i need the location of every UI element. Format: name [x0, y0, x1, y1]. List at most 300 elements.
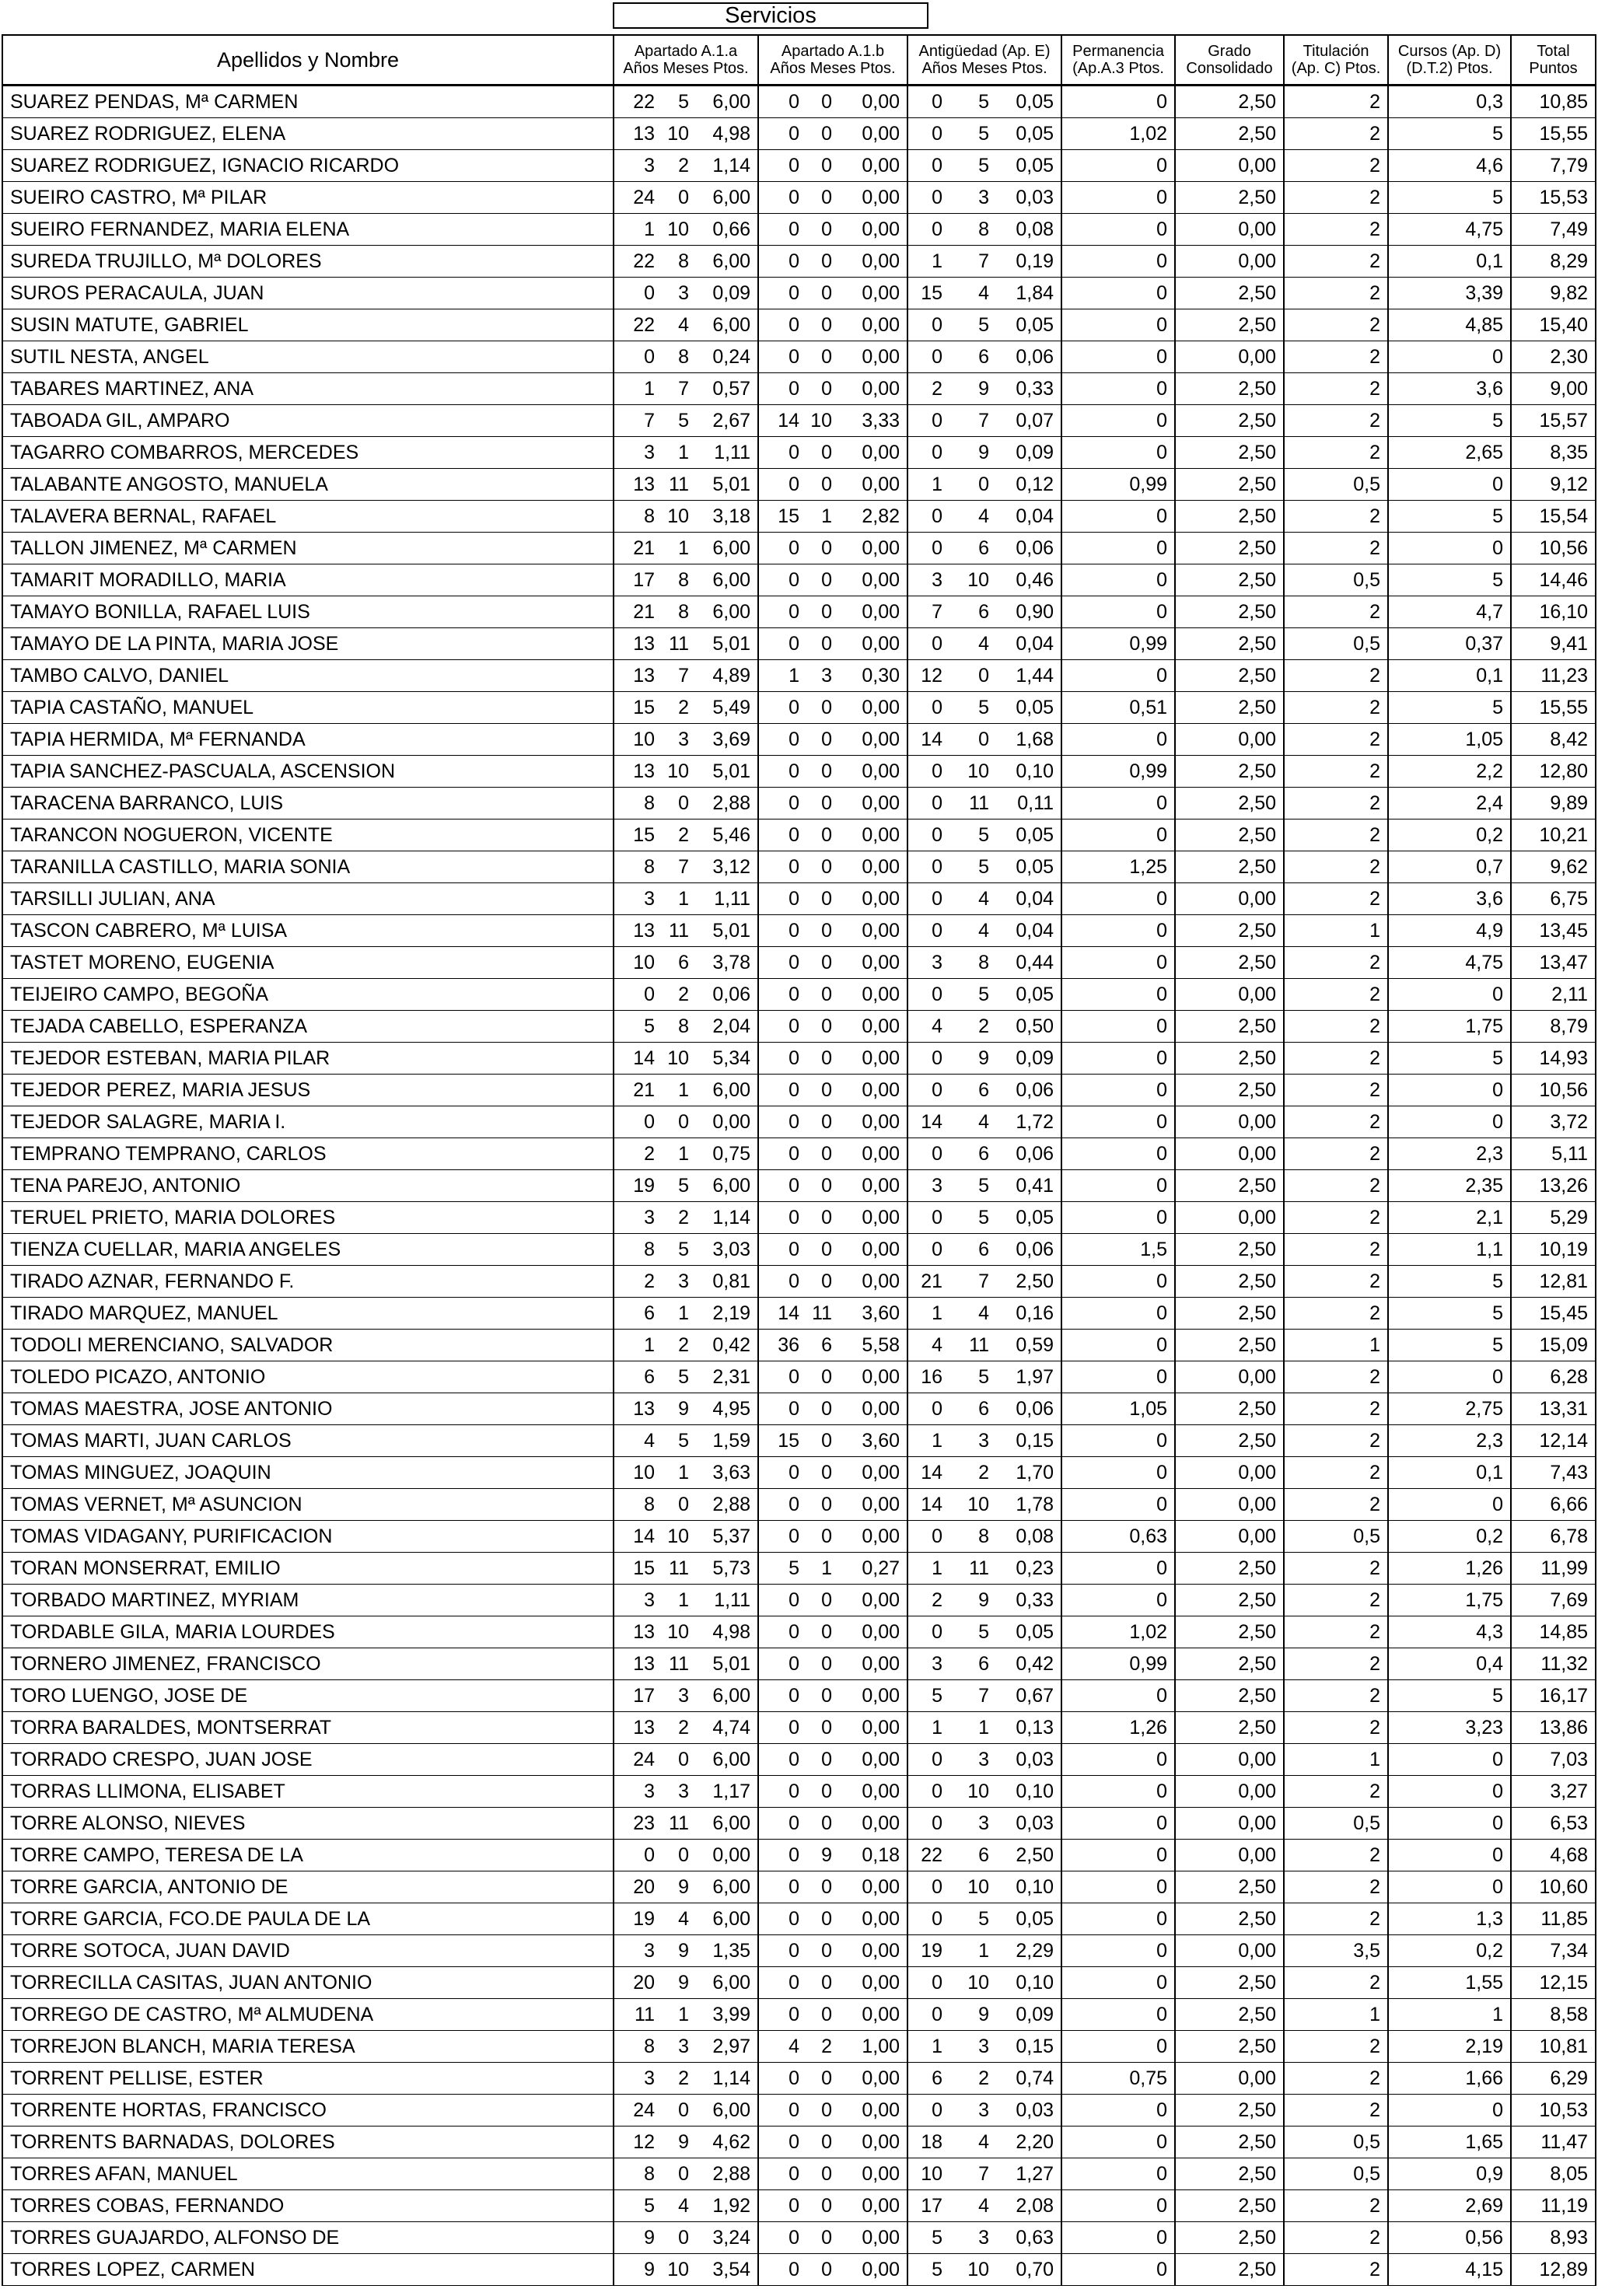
- table-row: [2, 2190, 1596, 2222]
- cell-permanencia: 0: [1061, 214, 1175, 246]
- cell-cursos: 0: [1388, 1744, 1511, 1776]
- table-row: [2, 820, 1596, 851]
- cell-ant-points: 0,05: [996, 86, 1061, 118]
- cell-ant-points: 0,05: [996, 851, 1061, 883]
- cell-total: 10,85: [1511, 86, 1596, 118]
- table-row: [2, 1202, 1596, 1234]
- cell-a1a-months: 4: [662, 1903, 696, 1935]
- cell-a1b-months: 0: [806, 979, 839, 1011]
- cell-permanencia: 1,05: [1061, 1393, 1175, 1425]
- cell-a1b-years: 0: [758, 1648, 806, 1680]
- cell-name: TEJEDOR ESTEBAN, MARIA PILAR: [2, 1043, 614, 1075]
- cell-cursos: 0,2: [1388, 820, 1511, 851]
- cell-total: 14,85: [1511, 1616, 1596, 1648]
- cell-ant-years: 0: [907, 1776, 949, 1808]
- cell-a1b-months: 2: [806, 2031, 839, 2063]
- cell-a1b-months: 0: [806, 2222, 839, 2254]
- cell-ant-months: 5: [949, 118, 996, 150]
- cell-a1a-months: 3: [662, 724, 696, 756]
- cell-a1b-years: 0: [758, 1744, 806, 1776]
- cell-ant-points: 1,78: [996, 1489, 1061, 1521]
- cell-ant-points: 0,06: [996, 1234, 1061, 1266]
- cell-cursos: 2,75: [1388, 1393, 1511, 1425]
- table-row: [2, 2222, 1596, 2254]
- table-row: [2, 596, 1596, 628]
- cell-total: 13,26: [1511, 1170, 1596, 1202]
- cell-a1a-months: 10: [662, 756, 696, 788]
- cell-ant-months: 6: [949, 1393, 996, 1425]
- table-row: [2, 1935, 1596, 1967]
- cell-a1b-months: 0: [806, 1967, 839, 1999]
- cell-ant-points: 0,90: [996, 596, 1061, 628]
- cell-ant-points: 0,06: [996, 341, 1061, 373]
- cell-name: TORRE GARCIA, ANTONIO DE: [2, 1871, 614, 1903]
- cell-ant-years: 0: [907, 309, 949, 341]
- cell-total: 15,55: [1511, 692, 1596, 724]
- scores-table: [2, 34, 1596, 2286]
- cell-a1a-points: 2,88: [696, 1489, 758, 1521]
- cell-ant-months: 9: [949, 1043, 996, 1075]
- cell-titulacion: 0,5: [1284, 628, 1388, 660]
- cell-name: TOMAS MINGUEZ, JOAQUIN: [2, 1457, 614, 1489]
- cell-a1a-points: 0,42: [696, 1330, 758, 1361]
- cell-titulacion: 2: [1284, 2095, 1388, 2127]
- cell-permanencia: 0: [1061, 1744, 1175, 1776]
- cell-name: TERUEL PRIETO, MARIA DOLORES: [2, 1202, 614, 1234]
- cell-a1b-months: 9: [806, 1840, 839, 1871]
- cell-permanencia: 0,99: [1061, 756, 1175, 788]
- cell-name: TIRADO MARQUEZ, MANUEL: [2, 1298, 614, 1330]
- cell-total: 11,32: [1511, 1648, 1596, 1680]
- cell-name: TORRES GUAJARDO, ALFONSO DE: [2, 2222, 614, 2254]
- cell-grado: 2,50: [1175, 1903, 1284, 1935]
- cell-cursos: 0: [1388, 1075, 1511, 1106]
- cell-a1b-months: 0: [806, 150, 839, 182]
- table-row: [2, 1648, 1596, 1680]
- cell-total: 9,89: [1511, 788, 1596, 820]
- cell-a1b-points: 0,00: [839, 1967, 907, 1999]
- cell-a1a-years: 20: [614, 1871, 662, 1903]
- cell-a1b-months: 0: [806, 1935, 839, 1967]
- cell-ant-points: 0,12: [996, 469, 1061, 501]
- cell-titulacion: 2: [1284, 2063, 1388, 2095]
- cell-a1a-points: 4,98: [696, 118, 758, 150]
- cell-a1a-years: 0: [614, 278, 662, 309]
- cell-ant-points: 0,50: [996, 1011, 1061, 1043]
- cell-a1b-months: 0: [806, 2127, 839, 2158]
- cell-a1a-years: 13: [614, 1616, 662, 1648]
- cell-name: TEJADA CABELLO, ESPERANZA: [2, 1011, 614, 1043]
- cell-a1a-points: 2,88: [696, 788, 758, 820]
- cell-ant-months: 6: [949, 1840, 996, 1871]
- cell-ant-years: 4: [907, 1011, 949, 1043]
- cell-a1a-points: 3,78: [696, 947, 758, 979]
- cell-total: 3,27: [1511, 1776, 1596, 1808]
- cell-a1b-years: 0: [758, 118, 806, 150]
- cell-titulacion: 2: [1284, 1903, 1388, 1935]
- table-row: [2, 214, 1596, 246]
- cell-name: TALAVERA BERNAL, RAFAEL: [2, 501, 614, 533]
- cell-titulacion: 1: [1284, 1999, 1388, 2031]
- cell-a1a-points: 4,74: [696, 1712, 758, 1744]
- cell-ant-years: 0: [907, 437, 949, 469]
- cell-a1b-points: 0,00: [839, 979, 907, 1011]
- cell-name: TORDABLE GILA, MARIA LOURDES: [2, 1616, 614, 1648]
- cell-name: TORREJON BLANCH, MARIA TERESA: [2, 2031, 614, 2063]
- cell-name: TEMPRANO TEMPRANO, CARLOS: [2, 1138, 614, 1170]
- cell-a1b-points: 5,58: [839, 1330, 907, 1361]
- cell-titulacion: 2: [1284, 182, 1388, 214]
- cell-a1a-years: 1: [614, 373, 662, 405]
- cell-grado: 2,50: [1175, 1585, 1284, 1616]
- cell-cursos: 5: [1388, 1266, 1511, 1298]
- cell-titulacion: 2: [1284, 150, 1388, 182]
- cell-grado: 2,50: [1175, 533, 1284, 564]
- cell-a1a-months: 11: [662, 1648, 696, 1680]
- cell-total: 11,23: [1511, 660, 1596, 692]
- cell-grado: 0,00: [1175, 1489, 1284, 1521]
- cell-name: TORREGO DE CASTRO, Mª ALMUDENA: [2, 1999, 614, 2031]
- cell-a1b-months: 0: [806, 1266, 839, 1298]
- cell-a1b-years: 0: [758, 2254, 806, 2286]
- cell-permanencia: 0: [1061, 1871, 1175, 1903]
- cell-grado: 2,50: [1175, 596, 1284, 628]
- cell-ant-points: 0,05: [996, 1202, 1061, 1234]
- cell-ant-years: 0: [907, 86, 949, 118]
- cell-titulacion: 2: [1284, 947, 1388, 979]
- cell-a1a-months: 7: [662, 851, 696, 883]
- cell-grado: 2,50: [1175, 405, 1284, 437]
- cell-ant-years: 17: [907, 2190, 949, 2222]
- cell-a1b-months: 10: [806, 405, 839, 437]
- cell-total: 16,17: [1511, 1680, 1596, 1712]
- cell-titulacion: 1: [1284, 1744, 1388, 1776]
- cell-cursos: 1,55: [1388, 1967, 1511, 1999]
- table-row: [2, 1138, 1596, 1170]
- cell-a1a-points: 5,34: [696, 1043, 758, 1075]
- cell-ant-years: 0: [907, 788, 949, 820]
- cell-ant-points: 0,05: [996, 118, 1061, 150]
- cell-a1a-years: 13: [614, 756, 662, 788]
- cell-a1b-points: 0,00: [839, 1138, 907, 1170]
- cell-cursos: 0: [1388, 1106, 1511, 1138]
- cell-total: 12,14: [1511, 1425, 1596, 1457]
- cell-name: TORBADO MARTINEZ, MYRIAM: [2, 1585, 614, 1616]
- cell-cursos: 3,6: [1388, 373, 1511, 405]
- cell-a1a-years: 24: [614, 2095, 662, 2127]
- cell-ant-years: 15: [907, 278, 949, 309]
- table-row: [2, 756, 1596, 788]
- cell-ant-points: 0,08: [996, 214, 1061, 246]
- cell-a1b-years: 0: [758, 341, 806, 373]
- cell-ant-months: 3: [949, 2222, 996, 2254]
- cell-cursos: 3,23: [1388, 1712, 1511, 1744]
- cell-name: TAMAYO DE LA PINTA, MARIA JOSE: [2, 628, 614, 660]
- cell-a1a-points: 6,00: [696, 1967, 758, 1999]
- table-row: [2, 2095, 1596, 2127]
- cell-a1b-years: 0: [758, 309, 806, 341]
- cell-grado: 2,50: [1175, 1393, 1284, 1425]
- cell-a1b-years: 0: [758, 1999, 806, 2031]
- cell-a1a-months: 1: [662, 533, 696, 564]
- cell-ant-points: 0,03: [996, 1744, 1061, 1776]
- cell-a1b-years: 0: [758, 373, 806, 405]
- cell-ant-points: 0,10: [996, 1871, 1061, 1903]
- cell-a1b-months: 0: [806, 1585, 839, 1616]
- cell-a1a-points: 3,12: [696, 851, 758, 883]
- cell-a1a-points: 0,81: [696, 1266, 758, 1298]
- cell-a1a-years: 8: [614, 2031, 662, 2063]
- cell-cursos: 5: [1388, 692, 1511, 724]
- cell-permanencia: 0: [1061, 1043, 1175, 1075]
- table-row: [2, 2031, 1596, 2063]
- cell-a1a-years: 0: [614, 341, 662, 373]
- cell-ant-years: 0: [907, 1616, 949, 1648]
- table-row: [2, 118, 1596, 150]
- cell-grado: 0,00: [1175, 1840, 1284, 1871]
- cell-ant-years: 14: [907, 1489, 949, 1521]
- cell-a1b-years: 15: [758, 1425, 806, 1457]
- cell-ant-points: 0,09: [996, 1043, 1061, 1075]
- cell-titulacion: 2: [1284, 1138, 1388, 1170]
- cell-a1b-years: 0: [758, 979, 806, 1011]
- cell-a1b-months: 0: [806, 756, 839, 788]
- cell-titulacion: 1: [1284, 1330, 1388, 1361]
- cell-ant-points: 0,03: [996, 182, 1061, 214]
- cell-cursos: 0: [1388, 1840, 1511, 1871]
- cell-ant-points: 0,15: [996, 2031, 1061, 2063]
- cell-name: SUREDA TRUJILLO, Mª DOLORES: [2, 246, 614, 278]
- cell-ant-months: 10: [949, 1967, 996, 1999]
- cell-a1a-years: 22: [614, 86, 662, 118]
- table-row: [2, 2254, 1596, 2286]
- cell-ant-months: 0: [949, 469, 996, 501]
- cell-total: 15,57: [1511, 405, 1596, 437]
- cell-grado: 0,00: [1175, 724, 1284, 756]
- cell-titulacion: 2: [1284, 724, 1388, 756]
- cell-titulacion: 2: [1284, 373, 1388, 405]
- cell-a1a-years: 19: [614, 1170, 662, 1202]
- cell-permanencia: 0: [1061, 1361, 1175, 1393]
- cell-name: SUAREZ PENDAS, Mª CARMEN: [2, 86, 614, 118]
- cell-ant-points: 0,05: [996, 1903, 1061, 1935]
- cell-a1b-years: 0: [758, 469, 806, 501]
- cell-a1a-points: 6,00: [696, 1903, 758, 1935]
- cell-a1a-years: 10: [614, 1457, 662, 1489]
- cell-a1b-points: 0,30: [839, 660, 907, 692]
- cell-ant-years: 0: [907, 1903, 949, 1935]
- cell-titulacion: 2: [1284, 118, 1388, 150]
- cell-grado: 2,50: [1175, 947, 1284, 979]
- cell-a1a-points: 0,06: [696, 979, 758, 1011]
- cell-ant-points: 0,10: [996, 756, 1061, 788]
- cell-a1b-points: 0,00: [839, 278, 907, 309]
- cell-a1b-years: 14: [758, 405, 806, 437]
- cell-cursos: 0,2: [1388, 1521, 1511, 1553]
- cell-ant-points: 0,08: [996, 1521, 1061, 1553]
- cell-a1a-years: 10: [614, 724, 662, 756]
- cell-permanencia: 0: [1061, 2031, 1175, 2063]
- cell-a1a-months: 1: [662, 1138, 696, 1170]
- cell-ant-points: 2,50: [996, 1266, 1061, 1298]
- cell-ant-months: 5: [949, 1202, 996, 1234]
- cell-name: TORRADO CRESPO, JUAN JOSE: [2, 1744, 614, 1776]
- cell-ant-months: 6: [949, 1075, 996, 1106]
- cell-a1b-years: 4: [758, 2031, 806, 2063]
- cell-grado: 2,50: [1175, 1871, 1284, 1903]
- cell-grado: 2,50: [1175, 2222, 1284, 2254]
- cell-a1b-months: 0: [806, 2254, 839, 2286]
- cell-ant-points: 0,09: [996, 437, 1061, 469]
- cell-ant-points: 0,44: [996, 947, 1061, 979]
- cell-titulacion: 2: [1284, 1361, 1388, 1393]
- cell-titulacion: 0,5: [1284, 1808, 1388, 1840]
- cell-grado: 2,50: [1175, 788, 1284, 820]
- header-cursos: Cursos (Ap. D) (D.T.2) Ptos.: [1388, 35, 1511, 86]
- cell-a1b-years: 0: [758, 1585, 806, 1616]
- cell-ant-months: 4: [949, 501, 996, 533]
- cell-a1b-points: 0,00: [839, 373, 907, 405]
- cell-a1b-points: 0,00: [839, 1106, 907, 1138]
- cell-a1b-points: 0,00: [839, 915, 907, 947]
- cell-permanencia: 1,25: [1061, 851, 1175, 883]
- cell-permanencia: 1,02: [1061, 1616, 1175, 1648]
- cell-titulacion: 2: [1284, 1075, 1388, 1106]
- cell-ant-months: 9: [949, 437, 996, 469]
- cell-ant-months: 4: [949, 1106, 996, 1138]
- cell-a1a-months: 0: [662, 1744, 696, 1776]
- cell-grado: 2,50: [1175, 118, 1284, 150]
- table-row: [2, 405, 1596, 437]
- cell-a1b-points: 0,00: [839, 2063, 907, 2095]
- cell-ant-years: 1: [907, 469, 949, 501]
- cell-ant-points: 0,23: [996, 1553, 1061, 1585]
- cell-a1b-points: 0,00: [839, 1457, 907, 1489]
- cell-permanencia: 0: [1061, 883, 1175, 915]
- cell-cursos: 2,19: [1388, 2031, 1511, 2063]
- cell-a1b-years: 0: [758, 1234, 806, 1266]
- cell-ant-months: 6: [949, 1234, 996, 1266]
- cell-a1b-years: 0: [758, 2063, 806, 2095]
- cell-a1a-years: 3: [614, 2063, 662, 2095]
- cell-ant-years: 2: [907, 373, 949, 405]
- cell-titulacion: 0,5: [1284, 469, 1388, 501]
- cell-permanencia: 0: [1061, 1840, 1175, 1871]
- cell-a1b-points: 0,00: [839, 341, 907, 373]
- cell-total: 11,47: [1511, 2127, 1596, 2158]
- cell-cursos: 1,75: [1388, 1011, 1511, 1043]
- cell-total: 7,49: [1511, 214, 1596, 246]
- cell-a1b-months: 0: [806, 278, 839, 309]
- cell-ant-points: 0,13: [996, 1712, 1061, 1744]
- cell-grado: 2,50: [1175, 2031, 1284, 2063]
- cell-permanencia: 0: [1061, 1776, 1175, 1808]
- cell-ant-years: 14: [907, 724, 949, 756]
- cell-a1b-years: 0: [758, 1680, 806, 1712]
- cell-cursos: 0,9: [1388, 2158, 1511, 2190]
- cell-ant-points: 0,05: [996, 150, 1061, 182]
- cell-a1a-points: 4,95: [696, 1393, 758, 1425]
- cell-titulacion: 2: [1284, 533, 1388, 564]
- cell-a1b-years: 0: [758, 182, 806, 214]
- cell-permanencia: 0: [1061, 246, 1175, 278]
- cell-ant-months: 4: [949, 915, 996, 947]
- cell-a1b-points: 0,00: [839, 1648, 907, 1680]
- cell-ant-years: 1: [907, 2031, 949, 2063]
- cell-ant-years: 1: [907, 1712, 949, 1744]
- cell-grado: 0,00: [1175, 1776, 1284, 1808]
- cell-titulacion: 2: [1284, 1234, 1388, 1266]
- cell-a1a-months: 5: [662, 86, 696, 118]
- cell-ant-years: 0: [907, 1234, 949, 1266]
- cell-a1b-years: 0: [758, 628, 806, 660]
- cell-titulacion: 2: [1284, 788, 1388, 820]
- cell-a1a-points: 6,00: [696, 1871, 758, 1903]
- cell-a1a-points: 1,59: [696, 1425, 758, 1457]
- table-row: [2, 1330, 1596, 1361]
- cell-grado: 2,50: [1175, 1425, 1284, 1457]
- cell-ant-years: 0: [907, 883, 949, 915]
- table-row: [2, 1585, 1596, 1616]
- cell-a1a-points: 5,37: [696, 1521, 758, 1553]
- cell-ant-points: 0,15: [996, 1425, 1061, 1457]
- cell-ant-months: 9: [949, 1999, 996, 2031]
- cell-ant-months: 5: [949, 1616, 996, 1648]
- cell-a1b-years: 0: [758, 1967, 806, 1999]
- cell-ant-years: 0: [907, 1393, 949, 1425]
- cell-name: TALABANTE ANGOSTO, MANUELA: [2, 469, 614, 501]
- cell-a1a-months: 7: [662, 373, 696, 405]
- cell-a1b-months: 0: [806, 883, 839, 915]
- cell-a1a-years: 3: [614, 883, 662, 915]
- cell-a1b-months: 0: [806, 1043, 839, 1075]
- cell-a1b-months: 0: [806, 182, 839, 214]
- cell-a1b-months: 0: [806, 1521, 839, 1553]
- cell-a1a-points: 5,49: [696, 692, 758, 724]
- cell-a1a-years: 22: [614, 246, 662, 278]
- cell-name: TOMAS VERNET, Mª ASUNCION: [2, 1489, 614, 1521]
- cell-ant-points: 2,08: [996, 2190, 1061, 2222]
- cell-ant-months: 6: [949, 1138, 996, 1170]
- cell-cursos: 1,65: [1388, 2127, 1511, 2158]
- cell-titulacion: 2: [1284, 1648, 1388, 1680]
- cell-total: 10,81: [1511, 2031, 1596, 2063]
- cell-a1b-points: 1,00: [839, 2031, 907, 2063]
- cell-a1a-months: 4: [662, 309, 696, 341]
- table-row: [2, 1808, 1596, 1840]
- cell-a1a-points: 0,24: [696, 341, 758, 373]
- cell-grado: 0,00: [1175, 1521, 1284, 1553]
- cell-a1a-years: 8: [614, 2158, 662, 2190]
- cell-name: TODOLI MERENCIANO, SALVADOR: [2, 1330, 614, 1361]
- table-row: [2, 469, 1596, 501]
- cell-name: SUEIRO FERNANDEZ, MARIA ELENA: [2, 214, 614, 246]
- cell-cursos: 0,56: [1388, 2222, 1511, 2254]
- cell-a1a-years: 21: [614, 596, 662, 628]
- cell-a1a-months: 8: [662, 596, 696, 628]
- cell-a1b-years: 5: [758, 1553, 806, 1585]
- cell-ant-points: 0,03: [996, 2095, 1061, 2127]
- cell-titulacion: 2: [1284, 1616, 1388, 1648]
- cell-a1b-points: 0,00: [839, 2158, 907, 2190]
- cell-permanencia: 0: [1061, 2190, 1175, 2222]
- cell-total: 14,46: [1511, 564, 1596, 596]
- cell-grado: 2,50: [1175, 309, 1284, 341]
- cell-a1a-points: 1,17: [696, 1776, 758, 1808]
- cell-total: 9,62: [1511, 851, 1596, 883]
- cell-ant-months: 10: [949, 1489, 996, 1521]
- cell-a1b-months: 1: [806, 501, 839, 533]
